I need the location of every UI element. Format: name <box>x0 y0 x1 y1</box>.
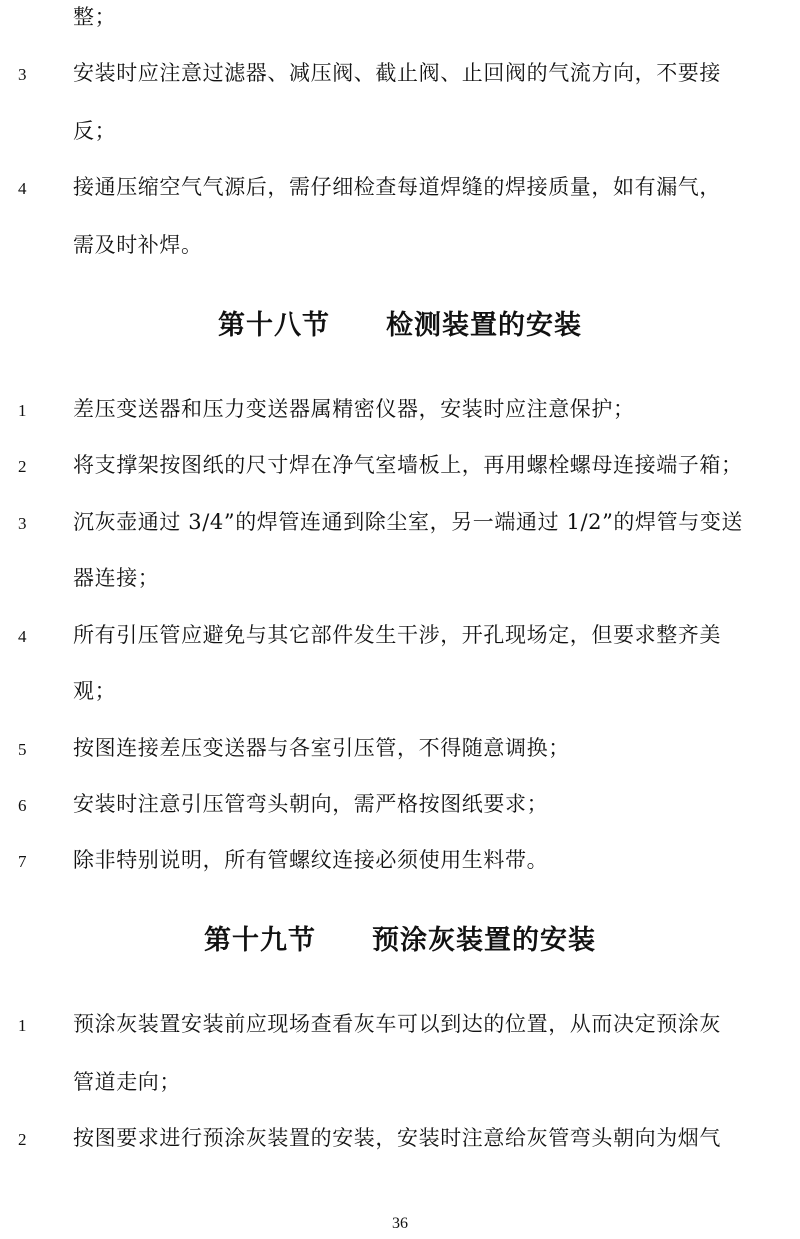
item-line: 安装时注意引压管弯头朝向，需严格按图纸要求； <box>73 792 549 816</box>
item-line: 接通压缩空气气源后，需仔细检查每道焊缝的焊接质量，如有漏气， <box>73 175 721 199</box>
item-number: 3 <box>18 65 27 84</box>
item-line: 沉灰壶通过 3/4”的焊管连通到除尘室，另一端通过 1/2”的焊管与变送 <box>73 510 744 534</box>
item-number: 7 <box>18 852 27 871</box>
item-line: 管道走向； <box>73 1070 181 1094</box>
item-line: 将支撑架按图纸的尺寸焊在净气室墙板上，再用螺栓螺母连接端子箱； <box>73 453 743 477</box>
section-title: 预涂灰装置的安装 <box>372 925 596 956</box>
continuation-line: 整； <box>73 5 117 29</box>
item-number: 5 <box>18 740 27 759</box>
section-number: 第十九节 <box>204 925 316 956</box>
item-line: 按图连接差压变送器与各室引压管，不得随意调换； <box>73 736 570 760</box>
section-heading <box>0 312 800 339</box>
section-heading <box>0 927 800 954</box>
item-line: 观； <box>73 679 117 703</box>
item-line: 所有引压管应避免与其它部件发生干涉，开孔现场定，但要求整齐美 <box>73 623 721 647</box>
item-number: 4 <box>18 179 27 198</box>
item-line: 除非特别说明，所有管螺纹连接必须使用生料带。 <box>73 848 549 872</box>
item-number: 2 <box>18 1130 27 1149</box>
page-number: 36 <box>392 1215 408 1232</box>
item-line: 反； <box>73 119 117 143</box>
item-number: 2 <box>18 457 27 476</box>
item-line: 需及时补焊。 <box>73 233 203 257</box>
item-line: 差压变送器和压力变送器属精密仪器，安装时应注意保护； <box>73 397 635 421</box>
section-number: 第十八节 <box>218 310 330 341</box>
section-title: 检测装置的安装 <box>386 310 582 341</box>
item-line: 安装时应注意过滤器、减压阀、截止阀、止回阀的气流方向，不要接 <box>73 61 721 85</box>
item-number: 3 <box>18 514 27 533</box>
item-number: 1 <box>18 1016 27 1035</box>
item-line: 按图要求进行预涂灰装置的安装，安装时注意给灰管弯头朝向为烟气 <box>73 1126 721 1150</box>
item-number: 1 <box>18 401 27 420</box>
item-line: 预涂灰装置安装前应现场查看灰车可以到达的位置，从而决定预涂灰 <box>73 1012 721 1036</box>
item-number: 6 <box>18 796 27 815</box>
item-line: 器连接； <box>73 566 160 590</box>
item-number: 4 <box>18 627 27 646</box>
